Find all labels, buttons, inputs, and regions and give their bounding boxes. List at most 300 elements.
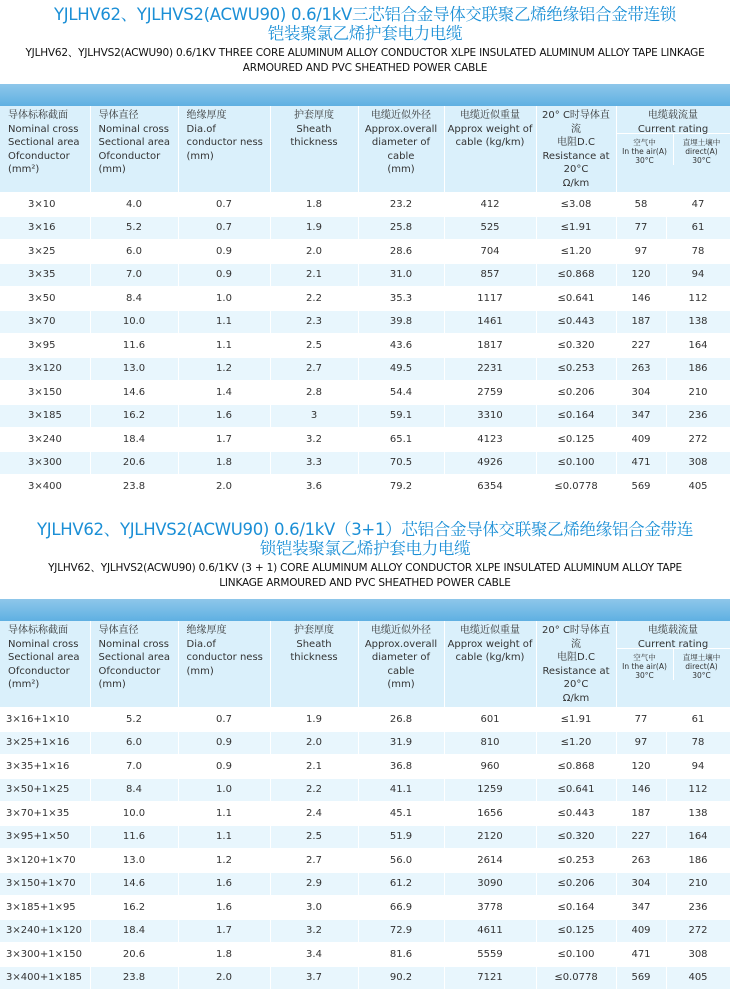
table-cell: 304: [616, 872, 666, 896]
table-cell: 54.4: [358, 381, 444, 405]
table-cell: 164: [666, 825, 730, 849]
table-cell: ≤0.320: [536, 825, 616, 849]
header-line: conductor ness: [186, 652, 263, 663]
table-cell: 94: [666, 263, 730, 287]
table-cell: ≤0.125: [536, 428, 616, 452]
header-line: 30°C: [635, 671, 654, 680]
table-row: [0, 428, 730, 452]
table-cell: 7.0: [90, 755, 178, 779]
table-row: [0, 334, 730, 358]
table-cell: 97: [616, 731, 666, 755]
header-line: 护套厚度: [294, 110, 334, 121]
table-cell: 36.8: [358, 755, 444, 779]
header-line: 20°C: [563, 679, 589, 690]
table-cell: 120: [616, 263, 666, 287]
table-cell: 1.8: [178, 943, 270, 967]
header-line: Nominal cross: [8, 123, 79, 135]
header-line: (mm): [98, 164, 126, 175]
table-cell: 2.7: [270, 849, 358, 873]
table-cell: 3×70+1×35: [0, 802, 90, 826]
table-cell: 0.9: [178, 263, 270, 287]
table-row: [0, 966, 730, 990]
table-cell: 13.0: [90, 357, 178, 381]
table-cell: 41.1: [358, 778, 444, 802]
table-cell: 2.0: [178, 475, 270, 499]
header-line: Ofconductor: [8, 150, 70, 162]
table-cell: 471: [616, 451, 666, 475]
table-cell: 3×25: [0, 240, 90, 264]
table-row: [0, 849, 730, 873]
header-sheath-thickness: [270, 621, 358, 708]
table-cell: 1.8: [270, 193, 358, 217]
table-cell: 405: [666, 475, 730, 499]
header-line: Sectional area: [98, 137, 171, 148]
table-row: [0, 802, 730, 826]
header-current-rating-sub: [617, 134, 730, 165]
table-cell: 0.7: [178, 193, 270, 217]
header-line: Approx.overall: [364, 123, 438, 135]
table-cell: 601: [444, 708, 536, 732]
table-cell: 3.2: [270, 428, 358, 452]
table-row: [0, 919, 730, 943]
table-cell: ≤0.164: [536, 404, 616, 428]
section-title-cn: YJLHV62、YJLHVS2(ACWU90) 0.6/1kV（3+1）芯铝合金导体交联聚乙烯绝缘铝合金带连 锁铠装聚氯乙烯护套电力电缆: [37, 520, 693, 558]
header-line: 绝缘厚度: [186, 625, 227, 636]
table-cell: 4611: [444, 919, 536, 943]
header-line: 20° C时导体直流: [542, 625, 610, 650]
table-cell: 0.9: [178, 731, 270, 755]
header-line: 20°C: [563, 164, 589, 175]
table-cell: 3×150: [0, 381, 90, 405]
header-approx-weight: [444, 621, 536, 708]
table-cell: 11.6: [90, 825, 178, 849]
table-cell: 3×50+1×25: [0, 778, 90, 802]
table-cell: 3.3: [270, 451, 358, 475]
table-cell: 3.4: [270, 943, 358, 967]
table-cell: 2.0: [178, 966, 270, 990]
table-row: [0, 755, 730, 779]
table-cell: 3×10: [0, 193, 90, 217]
table-cell: 146: [616, 778, 666, 802]
header-line: Approx weight of: [447, 638, 533, 650]
table-cell: 58: [616, 193, 666, 217]
header-line: Sheath: [296, 123, 332, 135]
header-line: In the air(A): [622, 662, 667, 671]
header-line: (mm): [387, 679, 415, 690]
table-cell: 263: [616, 357, 666, 381]
table-cell: 3: [270, 404, 358, 428]
table-cell: 66.9: [358, 896, 444, 920]
table-cell: 2.2: [270, 287, 358, 311]
table-body: [0, 708, 730, 990]
table-cell: ≤1.20: [536, 240, 616, 264]
header-line: Nominal cross: [8, 638, 79, 650]
table-cell: 187: [616, 310, 666, 334]
header-line: 电阻D.C: [557, 137, 595, 148]
table-cell: 0.9: [178, 755, 270, 779]
table-cell: 16.2: [90, 404, 178, 428]
table-cell: ≤0.253: [536, 849, 616, 873]
table-cell: 3×50: [0, 287, 90, 311]
table-cell: 2614: [444, 849, 536, 873]
table-cell: 471: [616, 943, 666, 967]
header-line: direct(A): [685, 662, 718, 671]
table-cell: 138: [666, 310, 730, 334]
table-cell: 3090: [444, 872, 536, 896]
header-dc-resistance: [536, 106, 616, 193]
table-cell: ≤0.206: [536, 872, 616, 896]
header-line: Dia.of: [186, 123, 216, 135]
header-line: thickness: [290, 137, 338, 148]
header-current-rating-sub: [617, 649, 730, 680]
table-row: [0, 943, 730, 967]
header-line: 导体直径: [98, 110, 139, 121]
table-cell: 31.9: [358, 731, 444, 755]
header-line: 空气中: [633, 138, 656, 147]
table-cell: 120: [616, 755, 666, 779]
table-cell: 272: [666, 428, 730, 452]
table-cell: 569: [616, 966, 666, 990]
header-direct-buried: [674, 134, 730, 165]
table-cell: 70.5: [358, 451, 444, 475]
table-cell: ≤0.125: [536, 919, 616, 943]
table-cell: 2.2: [270, 778, 358, 802]
table-body: [0, 193, 730, 499]
table-row: [0, 896, 730, 920]
table-cell: 2120: [444, 825, 536, 849]
table-cell: 138: [666, 802, 730, 826]
table-cell: 3×16+1×10: [0, 708, 90, 732]
table-cell: 94: [666, 755, 730, 779]
table-row: [0, 731, 730, 755]
table-cell: 2.9: [270, 872, 358, 896]
table-cell: 23.8: [90, 966, 178, 990]
header-line: 导体标称截面: [8, 625, 68, 636]
header-conductor-diameter: [90, 106, 178, 193]
table-cell: 810: [444, 731, 536, 755]
table-cell: 210: [666, 872, 730, 896]
table-cell: 1.7: [178, 428, 270, 452]
table-cell: 2231: [444, 357, 536, 381]
table-cell: 1.1: [178, 334, 270, 358]
header-line: (mm): [186, 665, 214, 677]
header-in-air: [617, 134, 674, 165]
table-cell: 47: [666, 193, 730, 217]
table-cell: 78: [666, 240, 730, 264]
table-cell: 0.9: [178, 240, 270, 264]
table-row: [0, 357, 730, 381]
table-cell: 5.2: [90, 216, 178, 240]
table-cell: 3×300+1×150: [0, 943, 90, 967]
table-cell: 8.4: [90, 778, 178, 802]
table-cell: 347: [616, 896, 666, 920]
table-cell: 16.2: [90, 896, 178, 920]
header-line: (mm): [186, 150, 214, 162]
table-cell: ≤0.641: [536, 287, 616, 311]
table-cell: 704: [444, 240, 536, 264]
table-row: [0, 193, 730, 217]
table-cell: 72.9: [358, 919, 444, 943]
header-line: In the air(A): [622, 147, 667, 156]
table-cell: 25.8: [358, 216, 444, 240]
header-line: 30°C: [692, 156, 711, 165]
header-in-air: [617, 649, 674, 680]
table-row: [0, 263, 730, 287]
table-cell: ≤0.868: [536, 263, 616, 287]
table-cell: 20.6: [90, 943, 178, 967]
header-overall-diameter: [358, 106, 444, 193]
table-cell: 13.0: [90, 849, 178, 873]
table-cell: 1656: [444, 802, 536, 826]
table-cell: 857: [444, 263, 536, 287]
table-cell: 3×150+1×70: [0, 872, 90, 896]
table-cell: 1.9: [270, 216, 358, 240]
header-line: 电缆载流量: [648, 625, 698, 636]
table-cell: 2759: [444, 381, 536, 405]
table-cell: 5.2: [90, 708, 178, 732]
table-row: [0, 872, 730, 896]
header-line: Sectional area: [8, 652, 80, 663]
spec-table: [0, 621, 730, 990]
table-cell: 3778: [444, 896, 536, 920]
table-row: [0, 216, 730, 240]
header-line: diameter of cable: [371, 137, 431, 162]
header-line: 20° C时导体直流: [542, 110, 610, 135]
table-cell: 304: [616, 381, 666, 405]
table-cell: 14.6: [90, 872, 178, 896]
header-line: Ofconductor: [98, 150, 161, 162]
table-cell: 1.6: [178, 872, 270, 896]
table-cell: 90.2: [358, 966, 444, 990]
header-line: Sectional area: [98, 652, 171, 663]
table-row: [0, 240, 730, 264]
header-line: Approx.overall: [364, 638, 438, 650]
header-line: Current rating: [637, 123, 709, 135]
table-cell: ≤0.868: [536, 755, 616, 779]
table-cell: 26.8: [358, 708, 444, 732]
header-line: 直埋土壤中: [682, 138, 721, 147]
table-cell: 78: [666, 731, 730, 755]
table-cell: 11.6: [90, 334, 178, 358]
header-line: direct(A): [685, 147, 718, 156]
header-line: 导体标称截面: [8, 110, 68, 121]
header-line: 导体直径: [98, 625, 139, 636]
table-cell: 960: [444, 755, 536, 779]
table-cell: 23.2: [358, 193, 444, 217]
table-cell: 2.5: [270, 334, 358, 358]
header-line: Sheath: [296, 638, 332, 650]
table-cell: 186: [666, 357, 730, 381]
table-cell: 3×25+1×16: [0, 731, 90, 755]
table-cell: 79.2: [358, 475, 444, 499]
table-cell: 6.0: [90, 731, 178, 755]
table-cell: 308: [666, 943, 730, 967]
header-row: [0, 621, 730, 708]
table-cell: 8.4: [90, 287, 178, 311]
table-header: [0, 106, 730, 193]
table-cell: 272: [666, 919, 730, 943]
header-line: (mm): [98, 679, 126, 690]
header-line: conductor ness: [186, 137, 263, 148]
table-cell: 112: [666, 287, 730, 311]
table-cell: 1.6: [178, 896, 270, 920]
table-cell: ≤0.100: [536, 451, 616, 475]
header-line: 电缆近似外径: [371, 625, 431, 636]
table-cell: 97: [616, 240, 666, 264]
table-cell: 405: [666, 966, 730, 990]
table-cell: 2.8: [270, 381, 358, 405]
header-band: [0, 599, 730, 621]
table-cell: 3×35+1×16: [0, 755, 90, 779]
table-cell: 3×300: [0, 451, 90, 475]
table-cell: 347: [616, 404, 666, 428]
table-cell: ≤0.0778: [536, 966, 616, 990]
table-cell: ≤0.164: [536, 896, 616, 920]
spec-table: [0, 106, 730, 499]
table-cell: 65.1: [358, 428, 444, 452]
header-sheath-thickness: [270, 106, 358, 193]
table-cell: 4123: [444, 428, 536, 452]
header-line: 空气中: [633, 653, 656, 662]
header-line: 电缆载流量: [648, 110, 698, 121]
table-cell: 186: [666, 849, 730, 873]
header-line: Sectional area: [8, 137, 80, 148]
table-cell: 3.6: [270, 475, 358, 499]
header-insulation-thickness: [178, 106, 270, 193]
table-cell: 3×400+1×185: [0, 966, 90, 990]
table-cell: 164: [666, 334, 730, 358]
table-cell: 1259: [444, 778, 536, 802]
table-cell: 6354: [444, 475, 536, 499]
header-line: Ofconductor: [8, 665, 70, 677]
table-cell: 2.1: [270, 755, 358, 779]
table-row: [0, 708, 730, 732]
table-cell: 2.0: [270, 731, 358, 755]
header-line: 电缆近似重量: [460, 110, 520, 121]
table-cell: 43.6: [358, 334, 444, 358]
table-cell: 77: [616, 708, 666, 732]
table-cell: 6.0: [90, 240, 178, 264]
table-cell: 35.3: [358, 287, 444, 311]
table-row: [0, 381, 730, 405]
table-cell: 61: [666, 708, 730, 732]
table-cell: 1461: [444, 310, 536, 334]
table-cell: 1117: [444, 287, 536, 311]
table-row: [0, 451, 730, 475]
table-cell: 1.0: [178, 287, 270, 311]
table-cell: 45.1: [358, 802, 444, 826]
table-cell: 3×240: [0, 428, 90, 452]
header-overall-diameter: [358, 621, 444, 708]
table-cell: 2.4: [270, 802, 358, 826]
table-cell: 2.0: [270, 240, 358, 264]
table-cell: ≤3.08: [536, 193, 616, 217]
table-row: [0, 475, 730, 499]
header-conductor-diameter: [90, 621, 178, 708]
header-row: [0, 106, 730, 193]
header-line: (mm²): [8, 679, 40, 690]
table-cell: ≤0.0778: [536, 475, 616, 499]
table-cell: 5559: [444, 943, 536, 967]
header-line: Ω/km: [562, 177, 590, 189]
header-line: Nominal cross: [98, 638, 169, 650]
table-cell: 1.7: [178, 919, 270, 943]
table-cell: 56.0: [358, 849, 444, 873]
table-cell: 1.2: [178, 357, 270, 381]
header-line: Approx weight of: [447, 123, 533, 135]
table-cell: 236: [666, 404, 730, 428]
table-cell: 1.6: [178, 404, 270, 428]
table-cell: 3.0: [270, 896, 358, 920]
table-cell: 77: [616, 216, 666, 240]
table-cell: 4.0: [90, 193, 178, 217]
table-cell: 1.1: [178, 802, 270, 826]
header-line: 绝缘厚度: [186, 110, 227, 121]
header-nominal-section: [0, 621, 90, 708]
header-dc-resistance: [536, 621, 616, 708]
table-cell: 3×400: [0, 475, 90, 499]
header-approx-weight: [444, 106, 536, 193]
table-cell: 4926: [444, 451, 536, 475]
table-cell: 412: [444, 193, 536, 217]
header-line: 电阻D.C: [557, 652, 595, 663]
table-cell: ≤1.91: [536, 216, 616, 240]
table-cell: 3.7: [270, 966, 358, 990]
table-cell: 227: [616, 334, 666, 358]
table-cell: 49.5: [358, 357, 444, 381]
table-cell: ≤0.100: [536, 943, 616, 967]
table-cell: 236: [666, 896, 730, 920]
table-cell: ≤0.443: [536, 802, 616, 826]
table-cell: 1.8: [178, 451, 270, 475]
table-cell: 1.1: [178, 310, 270, 334]
table-cell: 28.6: [358, 240, 444, 264]
table-header: [0, 621, 730, 708]
header-line: cable (kg/km): [455, 652, 525, 663]
section-title-en: YJLHV62、YJLHVS2(ACWU90) 0.6/1KV THREE CORE ALUMINUM ALLOY CONDUCTOR XLPE INSULATED ALUMINUM ALLOY TAPE LINKAGE ARMOURED AND PVC SHEATHED POWER CABLE: [25, 47, 705, 74]
header-current-rating: [616, 621, 730, 708]
table-cell: 3×120+1×70: [0, 849, 90, 873]
header-line: thickness: [290, 652, 338, 663]
table-cell: 2.3: [270, 310, 358, 334]
header-line: 30°C: [692, 671, 711, 680]
table-cell: 18.4: [90, 919, 178, 943]
table-cell: 3×240+1×120: [0, 919, 90, 943]
header-line: (mm²): [8, 164, 40, 175]
section-title-en: YJLHV62、YJLHVS2(ACWU90) 0.6/1KV (3 + 1) CORE ALUMINUM ALLOY CONDUCTOR XLPE INSULATED ALUMINUM ALLOY TAPE LINKAGE ARMOURED AND PVC SHEATHED POWER CABLE: [48, 562, 682, 589]
header-current-rating: [616, 106, 730, 193]
table-cell: ≤1.20: [536, 731, 616, 755]
table-cell: 569: [616, 475, 666, 499]
table-cell: 3×120: [0, 357, 90, 381]
table-cell: 3310: [444, 404, 536, 428]
header-current-rating-title: [617, 621, 730, 649]
header-line: (mm): [387, 164, 415, 175]
table-cell: 210: [666, 381, 730, 405]
header-line: Current rating: [637, 638, 709, 650]
table-cell: 3×185: [0, 404, 90, 428]
section-title-cn: YJLHV62、YJLHVS2(ACWU90) 0.6/1kV三芯铝合金导体交联聚乙烯绝缘铝合金带连锁 铠装聚氯乙烯护套电力电缆: [54, 5, 676, 43]
table-cell: 263: [616, 849, 666, 873]
table-cell: 308: [666, 451, 730, 475]
table-cell: ≤0.641: [536, 778, 616, 802]
table-cell: 51.9: [358, 825, 444, 849]
table-row: [0, 778, 730, 802]
table-cell: ≤0.253: [536, 357, 616, 381]
table-cell: 2.7: [270, 357, 358, 381]
header-line: Ω/km: [562, 692, 590, 704]
header-line: 电缆近似重量: [460, 625, 520, 636]
